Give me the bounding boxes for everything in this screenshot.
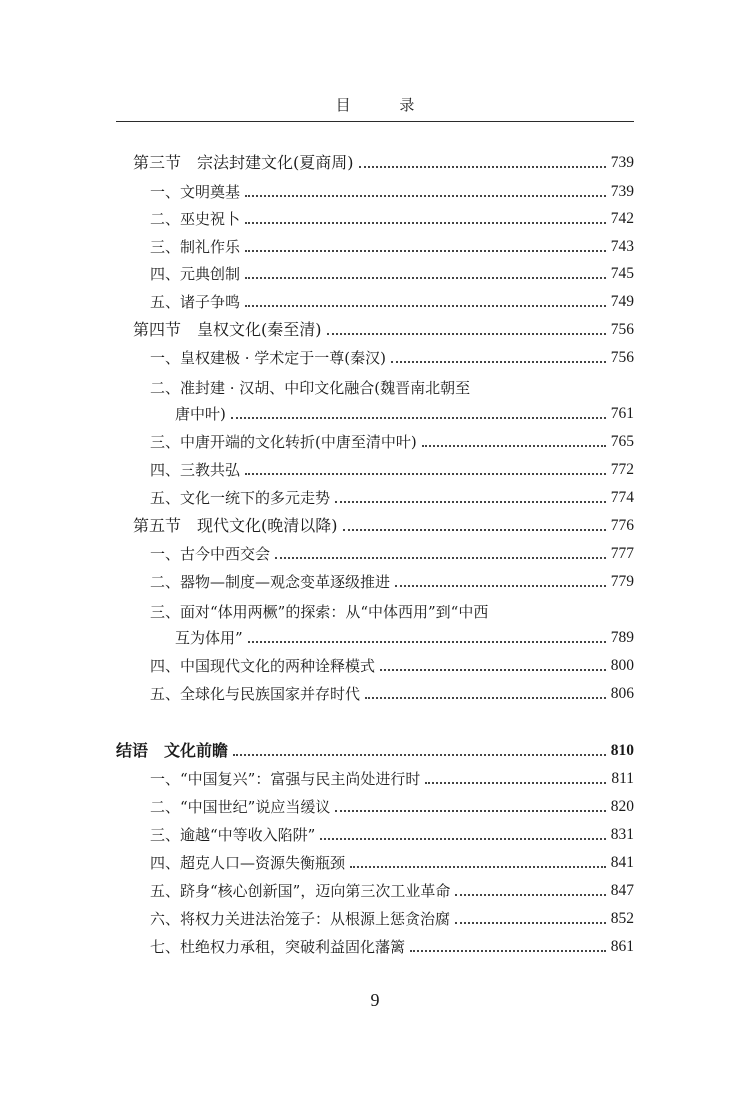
dot-leader (335, 809, 605, 812)
toc-entry-title: 二、“中国世纪”说应当缓议 (150, 798, 331, 816)
toc-entry-page: 810 (610, 742, 634, 759)
toc-entry-page: 841 (610, 854, 634, 871)
dot-leader (391, 360, 606, 363)
toc-entry-title: 二、器物—制度—观念变革逐级推进 (150, 573, 391, 591)
toc-section-5[interactable] (133, 509, 634, 535)
toc-entry-page: 772 (610, 461, 634, 478)
dot-leader (425, 781, 606, 784)
dot-leader (245, 249, 606, 252)
toc-item[interactable] (175, 621, 634, 647)
toc-entry-title: 三、中唐开端的文化转折(中唐至清中叶) (150, 433, 417, 451)
toc-entry-page: 749 (610, 293, 634, 310)
dot-leader (275, 556, 606, 559)
toc-entry-title-continued: 唐中叶) (175, 405, 226, 423)
toc-item[interactable] (150, 565, 634, 591)
toc-entry-title: 五、诸子争鸣 (150, 293, 241, 311)
toc-entry-title: 一、皇权建极 · 学术定于一尊(秦汉) (150, 349, 387, 367)
dot-leader (410, 949, 606, 952)
toc-item[interactable] (150, 425, 634, 451)
dot-leader (248, 640, 606, 643)
dot-leader (359, 165, 606, 168)
toc-entry-title: 四、超克人口—资源失衡瓶颈 (150, 854, 346, 872)
dot-leader (320, 837, 605, 840)
toc-entry-title: 一、“中国复兴”：富强与民主尚处进行时 (150, 770, 421, 788)
toc-item[interactable] (175, 397, 634, 423)
toc-item-line1[interactable]: 二、准封建 · 汉胡、中印文化融合(魏晋南北朝至 (150, 379, 471, 397)
toc-entry-title: 六、将权力关进法治笼子：从根源上惩贪治腐 (150, 910, 451, 928)
toc-entry-page: 774 (610, 489, 634, 506)
dot-leader (245, 194, 606, 197)
dot-leader (233, 753, 606, 756)
toc-entry-page: 756 (610, 321, 634, 338)
toc-entry-title: 四、中国现代文化的两种诠释模式 (150, 657, 376, 675)
toc-item[interactable] (150, 175, 634, 201)
toc-item[interactable] (150, 230, 634, 256)
toc-entry-page: 739 (610, 154, 634, 171)
toc-entry-title: 三、制礼作乐 (150, 238, 241, 256)
toc-item[interactable] (150, 818, 634, 844)
dot-leader (422, 444, 606, 447)
toc-item[interactable] (150, 930, 634, 956)
toc-entry-title: 四、三教共弘 (150, 461, 241, 479)
toc-section-4[interactable] (133, 313, 634, 339)
toc-item[interactable] (150, 453, 634, 479)
toc-entry-title: 一、古今中西交会 (150, 545, 271, 563)
toc-entry-title: 第四节 皇权文化(秦至清) (133, 320, 322, 339)
dot-leader (380, 668, 606, 671)
toc-entry-page: 765 (610, 433, 634, 450)
toc-entry-page: 861 (610, 938, 634, 955)
toc-entry-title: 三、逾越“中等收入陷阱” (150, 826, 316, 844)
toc-entry-title: 四、元典创制 (150, 265, 241, 283)
toc-entry-title: 第五节 现代文化(晚清以降) (133, 516, 338, 535)
dot-leader (343, 528, 606, 531)
toc-entry-page: 831 (610, 826, 634, 843)
toc-entry-title: 七、杜绝权力承租，突破利益固化藩篱 (150, 938, 406, 956)
toc-item[interactable] (150, 874, 634, 900)
toc-entry-page: 742 (610, 210, 634, 227)
dot-leader (245, 276, 606, 279)
toc-entry-title: 二、巫史祝卜 (150, 210, 241, 228)
dot-leader (245, 221, 606, 224)
toc-item[interactable] (150, 481, 634, 507)
toc-entry-page: 761 (610, 405, 634, 422)
toc-entry-page: 806 (610, 685, 634, 702)
toc-entry-page: 743 (610, 238, 634, 255)
dot-leader (335, 500, 606, 503)
toc-entry-page: 776 (610, 517, 634, 534)
dot-leader (395, 584, 606, 587)
toc-entry-title: 五、文化一统下的多元走势 (150, 489, 331, 507)
toc-item[interactable] (150, 341, 634, 367)
toc-entry-page: 847 (610, 882, 634, 899)
toc-entry-title: 第三节 宗法封建文化(夏商周) (133, 153, 354, 172)
toc-section-3[interactable] (133, 146, 634, 172)
toc-item[interactable] (150, 762, 634, 788)
toc-item[interactable] (150, 846, 634, 872)
toc-entry-title-continued: 互为体用” (175, 629, 243, 647)
toc-entry-page: 820 (610, 798, 634, 815)
toc-entry-page: 852 (610, 910, 634, 927)
toc-item[interactable] (150, 677, 634, 703)
dot-leader (350, 865, 606, 868)
toc-entry-title: 一、文明奠基 (150, 183, 241, 201)
toc-item[interactable] (150, 902, 634, 928)
toc-item[interactable] (150, 257, 634, 283)
dot-leader (327, 332, 606, 335)
toc-entry-page: 779 (610, 573, 634, 590)
dot-leader (365, 696, 606, 699)
toc-item[interactable] (150, 790, 634, 816)
toc-conclusion[interactable] (116, 734, 634, 760)
dot-leader (245, 304, 606, 307)
toc-entry-page: 777 (610, 545, 634, 562)
toc-item[interactable] (150, 649, 634, 675)
toc-entry-page: 756 (610, 349, 634, 366)
toc-entry-page: 745 (610, 265, 634, 282)
toc-entry-title: 结语 文化前瞻 (116, 741, 229, 760)
page-number: 9 (370, 990, 380, 1010)
dot-leader (455, 921, 606, 924)
dot-leader (231, 416, 606, 419)
toc-item[interactable] (150, 202, 634, 228)
toc-item[interactable] (150, 537, 634, 563)
toc-entry-title: 五、全球化与民族国家并存时代 (150, 685, 361, 703)
toc-entry-page: 739 (610, 183, 634, 200)
page-header-title: 目 录 (335, 96, 437, 114)
toc-entry-title: 五、跻身“核心创新国”，迈向第三次工业革命 (150, 882, 451, 900)
dot-leader (455, 893, 605, 896)
toc-item[interactable] (150, 285, 634, 311)
dot-leader (245, 472, 606, 475)
toc-entry-page: 800 (610, 657, 634, 674)
toc-item-line1[interactable]: 三、面对“体用两橛”的探索：从“中体西用”到“中西 (150, 603, 489, 621)
toc-entry-page: 789 (610, 629, 634, 646)
toc-entry-page: 811 (611, 770, 634, 787)
header-rule (116, 121, 634, 122)
